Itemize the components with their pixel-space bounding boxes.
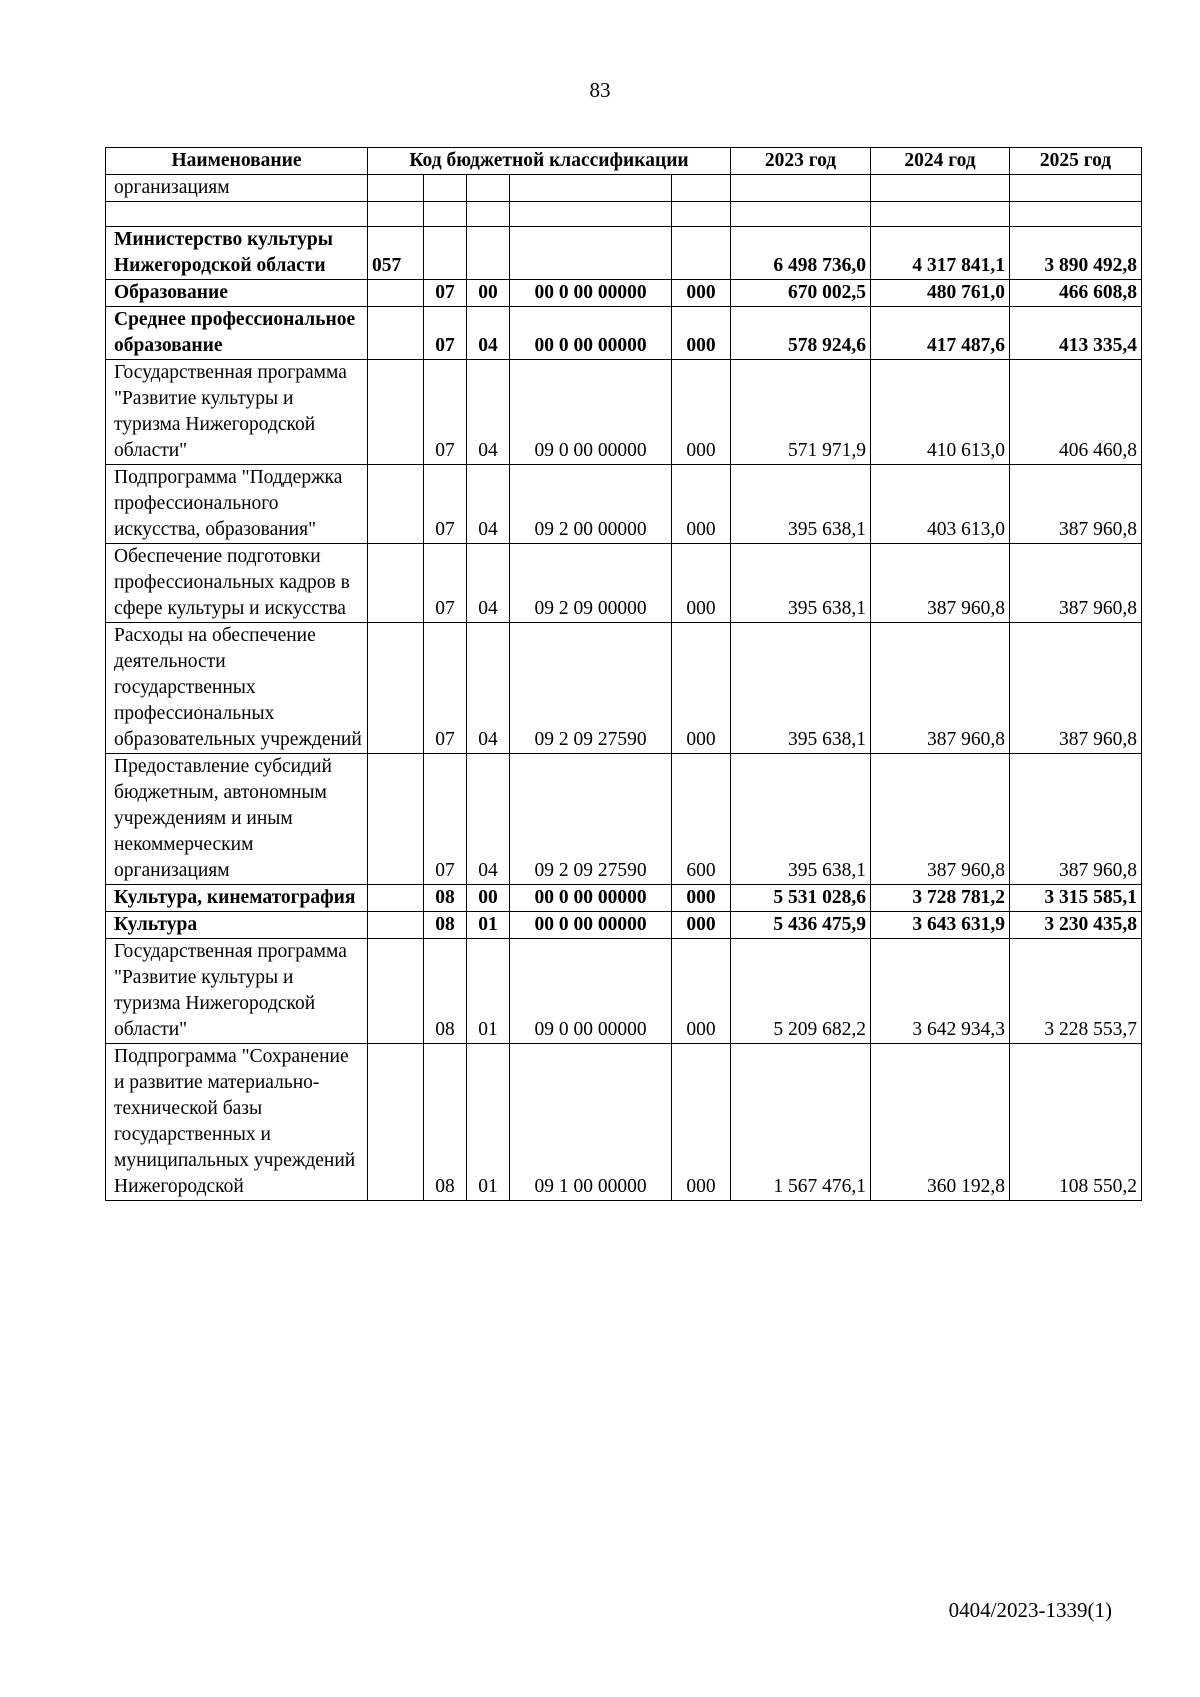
cell-value-2023: 578 924,6 [731,307,871,360]
cell-ministry-code [368,623,424,754]
cell-subsection-code: 01 [467,912,510,939]
cell-expense-type-code: 000 [672,912,731,939]
cell-subsection-code: 00 [467,885,510,912]
cell-subsection-code: 04 [467,544,510,623]
cell-value-2025: 108 550,2 [1010,1044,1142,1201]
cell-subsection-code [467,175,510,202]
cell-expense-type-code: 000 [672,465,731,544]
cell-target-code: 00 0 00 00000 [510,280,672,307]
cell-target-code: 09 1 00 00000 [510,1044,672,1201]
cell-name: Обеспечение подготовки профессиональных кадров в сфере культуры и искусства [106,544,368,623]
cell-value-2025 [1010,202,1142,227]
cell-expense-type-code [672,202,731,227]
cell-ministry-code [368,912,424,939]
cell-target-code: 00 0 00 00000 [510,885,672,912]
cell-ministry-code: 057 [368,227,424,280]
cell-subsection-code: 04 [467,465,510,544]
table-row [106,939,1142,1044]
cell-value-2023: 5 209 682,2 [731,939,871,1044]
cell-ministry-code [368,465,424,544]
cell-value-2024: 3 642 934,3 [871,939,1010,1044]
cell-subsection-code [467,202,510,227]
cell-ministry-code [368,885,424,912]
cell-target-code [510,175,672,202]
cell-value-2024 [871,175,1010,202]
cell-name: Министерство культуры Нижегородской области [106,227,368,280]
cell-target-code: 09 2 09 27590 [510,623,672,754]
cell-subsection-code: 01 [467,1044,510,1201]
cell-value-2023 [731,202,871,227]
table-row [106,175,1142,202]
cell-subsection-code: 01 [467,939,510,1044]
document-code: 0404/2023-1339(1) [948,1598,1112,1622]
cell-value-2025 [1010,175,1142,202]
header-2024: 2024 год [871,148,1010,175]
header-name: Наименование [106,148,368,175]
header-code: Код бюджетной классификации [368,148,731,175]
cell-ministry-code [368,202,424,227]
cell-section-code [424,227,467,280]
cell-expense-type-code: 000 [672,544,731,623]
cell-name [106,202,368,227]
cell-value-2024: 403 613,0 [871,465,1010,544]
budget-table [105,147,1142,1201]
cell-expense-type-code: 000 [672,1044,731,1201]
cell-target-code: 09 0 00 00000 [510,360,672,465]
table-row [106,754,1142,885]
cell-name: Предоставление субсидий бюджетным, автономным учреждениям и иным некоммерческим организациям [106,754,368,885]
cell-subsection-code [467,227,510,280]
cell-name: Подпрограмма "Сохранение и развитие материально-технической базы государственных и муниципальных учреждений Нижегородской [106,1044,368,1201]
cell-value-2024: 387 960,8 [871,544,1010,623]
cell-target-code: 09 2 09 00000 [510,544,672,623]
cell-subsection-code: 04 [467,307,510,360]
cell-value-2024: 4 317 841,1 [871,227,1010,280]
cell-ministry-code [368,307,424,360]
cell-value-2025: 387 960,8 [1010,544,1142,623]
header-2023: 2023 год [731,148,871,175]
cell-expense-type-code [672,227,731,280]
cell-value-2024: 360 192,8 [871,1044,1010,1201]
cell-name: Культура [106,912,368,939]
cell-expense-type-code [672,175,731,202]
cell-name: организациям [106,175,368,202]
cell-expense-type-code: 000 [672,360,731,465]
cell-value-2024 [871,202,1010,227]
table-row [106,623,1142,754]
cell-value-2024: 417 487,6 [871,307,1010,360]
cell-value-2025: 387 960,8 [1010,623,1142,754]
cell-expense-type-code: 600 [672,754,731,885]
cell-expense-type-code: 000 [672,623,731,754]
cell-value-2025: 387 960,8 [1010,754,1142,885]
cell-section-code: 07 [424,307,467,360]
cell-value-2023: 6 498 736,0 [731,227,871,280]
cell-section-code [424,175,467,202]
cell-value-2023: 670 002,5 [731,280,871,307]
cell-ministry-code [368,754,424,885]
cell-section-code: 07 [424,544,467,623]
cell-expense-type-code: 000 [672,280,731,307]
cell-value-2023: 395 638,1 [731,544,871,623]
cell-value-2024: 3 728 781,2 [871,885,1010,912]
cell-value-2023 [731,175,871,202]
cell-value-2023: 5 436 475,9 [731,912,871,939]
cell-ministry-code [368,175,424,202]
cell-name: Подпрограмма "Поддержка профессионального искусства, образования" [106,465,368,544]
cell-section-code: 07 [424,623,467,754]
cell-target-code: 09 0 00 00000 [510,939,672,1044]
cell-value-2025: 3 890 492,8 [1010,227,1142,280]
cell-value-2023: 395 638,1 [731,465,871,544]
table-header-row [106,148,1142,175]
cell-value-2024: 410 613,0 [871,360,1010,465]
cell-section-code: 08 [424,1044,467,1201]
cell-ministry-code [368,280,424,307]
cell-target-code: 00 0 00 00000 [510,307,672,360]
cell-ministry-code [368,360,424,465]
cell-name: Государственная программа "Развитие культуры и туризма Нижегородской области" [106,360,368,465]
table-row [106,1044,1142,1201]
cell-subsection-code: 04 [467,360,510,465]
cell-name: Культура, кинематография [106,885,368,912]
cell-value-2024: 480 761,0 [871,280,1010,307]
cell-ministry-code [368,939,424,1044]
cell-value-2025: 406 460,8 [1010,360,1142,465]
cell-subsection-code: 00 [467,280,510,307]
header-2025: 2025 год [1010,148,1142,175]
cell-section-code: 07 [424,360,467,465]
table-row [106,912,1142,939]
table-row [106,280,1142,307]
cell-section-code: 07 [424,754,467,885]
cell-expense-type-code: 000 [672,307,731,360]
cell-subsection-code: 04 [467,754,510,885]
table-body [106,175,1142,1201]
cell-value-2025: 3 228 553,7 [1010,939,1142,1044]
cell-target-code: 09 2 00 00000 [510,465,672,544]
table-row [106,465,1142,544]
cell-value-2024: 3 643 631,9 [871,912,1010,939]
cell-value-2025: 413 335,4 [1010,307,1142,360]
cell-value-2023: 395 638,1 [731,623,871,754]
page-number: 83 [589,78,611,102]
cell-value-2024: 387 960,8 [871,623,1010,754]
cell-expense-type-code: 000 [672,939,731,1044]
table-row [106,544,1142,623]
cell-target-code [510,202,672,227]
cell-value-2024: 387 960,8 [871,754,1010,885]
cell-name: Расходы на обеспечение деятельности государственных профессиональных образовательных учреждений [106,623,368,754]
cell-section-code: 08 [424,912,467,939]
cell-name: Образование [106,280,368,307]
cell-value-2023: 571 971,9 [731,360,871,465]
cell-section-code: 08 [424,885,467,912]
cell-value-2025: 3 315 585,1 [1010,885,1142,912]
cell-target-code [510,227,672,280]
cell-value-2023: 395 638,1 [731,754,871,885]
cell-value-2025: 3 230 435,8 [1010,912,1142,939]
cell-name: Среднее профессиональное образование [106,307,368,360]
cell-section-code: 08 [424,939,467,1044]
cell-ministry-code [368,1044,424,1201]
cell-target-code: 09 2 09 27590 [510,754,672,885]
table-row [106,360,1142,465]
cell-ministry-code [368,544,424,623]
cell-value-2023: 1 567 476,1 [731,1044,871,1201]
cell-value-2025: 466 608,8 [1010,280,1142,307]
cell-value-2023: 5 531 028,6 [731,885,871,912]
table-row [106,885,1142,912]
cell-value-2025: 387 960,8 [1010,465,1142,544]
cell-section-code: 07 [424,280,467,307]
cell-section-code: 07 [424,465,467,544]
cell-section-code [424,202,467,227]
table-row [106,307,1142,360]
cell-target-code: 00 0 00 00000 [510,912,672,939]
table-row [106,202,1142,227]
table-row [106,227,1142,280]
cell-subsection-code: 04 [467,623,510,754]
cell-name: Государственная программа "Развитие культуры и туризма Нижегородской области" [106,939,368,1044]
cell-expense-type-code: 000 [672,885,731,912]
